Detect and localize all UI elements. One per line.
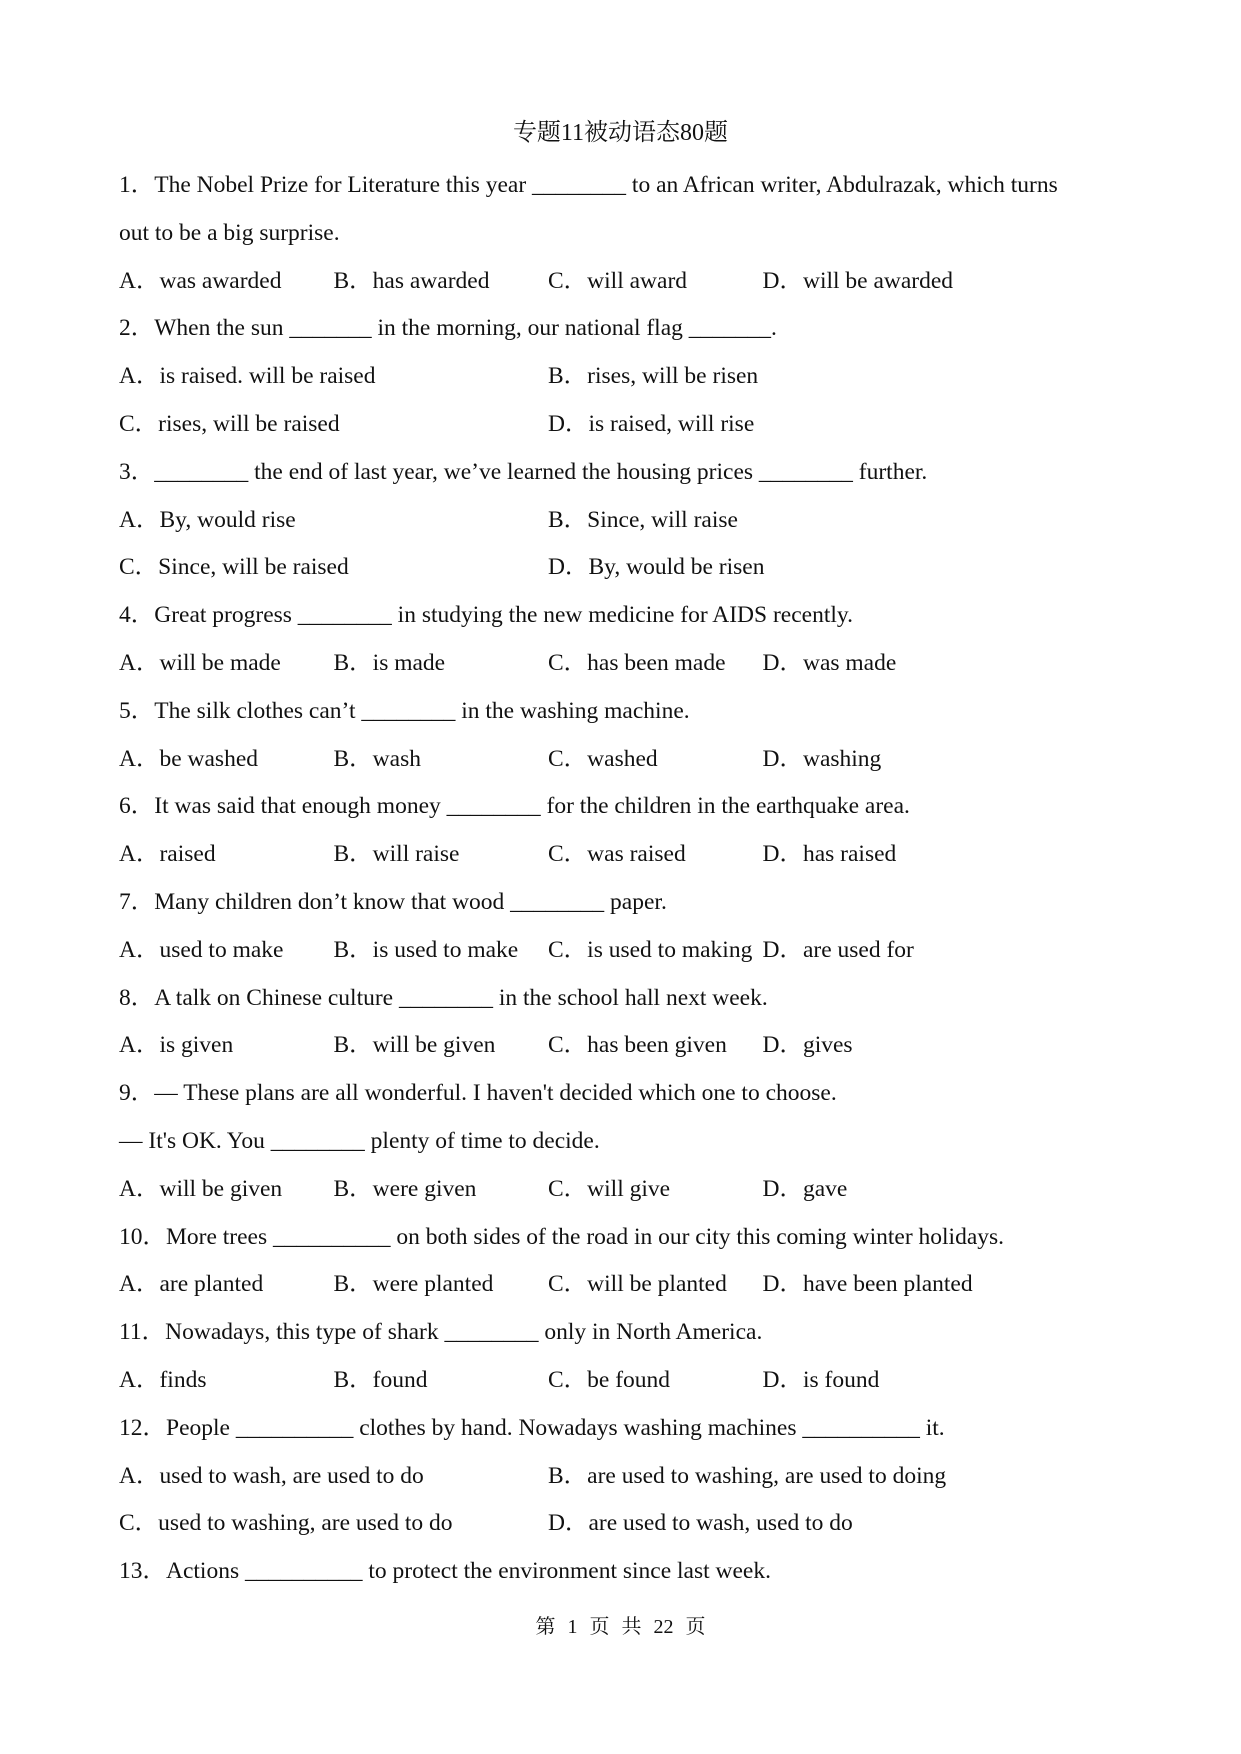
answer-options-row — [119, 835, 1139, 883]
question-item — [119, 979, 1139, 1075]
answer-option: C．was raised — [548, 841, 686, 868]
answer-option: D．washing — [762, 745, 882, 772]
answer-option: C．has been made — [548, 649, 726, 676]
answer-option: C．will give — [548, 1175, 671, 1202]
question-text: 9．— These plans are all wonderful. I haven't decided which one to choose. — [119, 1080, 837, 1107]
answer-option: B．is made — [333, 649, 446, 676]
answer-option: A．used to wash, are used to do — [119, 1462, 424, 1489]
answer-options-row — [119, 1265, 1139, 1313]
question-text: 4．Great progress ________ in studying the new medicine for AIDS recently. — [119, 602, 853, 629]
answer-option: C．washed — [548, 745, 658, 772]
footer-total-word: 共 — [621, 1616, 642, 1638]
question-item — [119, 1074, 1139, 1217]
answer-option: A．was awarded — [119, 267, 282, 294]
question-text: 13．Actions __________ to protect the environment since last week. — [119, 1558, 771, 1585]
question-item — [119, 692, 1139, 788]
page-footer — [0, 1614, 1241, 1640]
answer-option: D．gave — [762, 1175, 848, 1202]
answer-option: C．be found — [548, 1366, 671, 1393]
answer-option: A．is raised. will be raised — [119, 363, 376, 390]
question-item — [119, 166, 1139, 309]
question-text: 12．People __________ clothes by hand. Nowadays washing machines __________ it. — [119, 1414, 945, 1441]
answer-option: B．found — [333, 1366, 428, 1393]
question-item — [119, 1313, 1139, 1409]
answer-option: C．rises, will be raised — [119, 410, 340, 437]
answer-option: A．will be made — [119, 649, 281, 676]
question-text: — It's OK. You ________ plenty of time to decide. — [119, 1127, 600, 1154]
question-item — [119, 596, 1139, 692]
question-text: 6．It was said that enough money ________ for the children in the earthquake area. — [119, 793, 910, 820]
answer-option: D．By, would be risen — [548, 554, 765, 581]
question-text: 2．When the sun _______ in the morning, our national flag _______. — [119, 315, 777, 342]
answer-option: A．used to make — [119, 936, 284, 963]
question-item — [119, 309, 1139, 452]
answer-options-row — [119, 1170, 1139, 1218]
answer-option: B．were planted — [333, 1271, 494, 1298]
answer-option: B．were given — [333, 1175, 477, 1202]
answer-option: D．has raised — [762, 841, 897, 868]
answer-option: D．is found — [762, 1366, 880, 1393]
answer-options-row — [119, 357, 1139, 405]
answer-options-row — [119, 405, 1139, 453]
answer-options-row — [119, 1457, 1139, 1505]
answer-option: D．are used to wash, used to do — [548, 1510, 853, 1537]
answer-options-row — [119, 501, 1139, 549]
question-list — [119, 166, 1139, 1600]
answer-option: C．Since, will be raised — [119, 554, 349, 581]
question-text: 10．More trees __________ on both sides of the road in our city this coming winter holidays. — [119, 1223, 1005, 1250]
answer-option: A．raised — [119, 841, 216, 868]
answer-option: D．gives — [762, 1032, 853, 1059]
answer-option: D．have been planted — [762, 1271, 973, 1298]
answer-option: B．will be given — [333, 1032, 496, 1059]
question-text: out to be a big surprise. — [119, 219, 340, 246]
answer-option: A．is given — [119, 1032, 234, 1059]
answer-option: D．was made — [762, 649, 897, 676]
answer-options-row — [119, 548, 1139, 596]
footer-total-pages: 22 — [653, 1616, 674, 1638]
answer-option: C．will award — [548, 267, 688, 294]
answer-option: A．By, would rise — [119, 506, 296, 533]
question-item — [119, 1409, 1139, 1552]
question-text: 1．The Nobel Prize for Literature this year ________ to an African writer, Abdulrazak, which turns — [119, 172, 1058, 198]
question-text: 5．The silk clothes can’t ________ in the washing machine. — [119, 697, 690, 724]
question-item — [119, 787, 1139, 883]
document-title: 专题11被动语态80题 — [512, 120, 729, 146]
footer-page-number: 1 — [567, 1616, 578, 1638]
answer-option: B．is used to make — [333, 936, 519, 963]
question-text: 3．________ the end of last year, we’ve learned the housing prices ________ further. — [119, 458, 928, 485]
question-text: 8．A talk on Chinese culture ________ in the school hall next week. — [119, 984, 768, 1011]
answer-option: C．has been given — [548, 1032, 727, 1059]
answer-options-row — [119, 644, 1139, 692]
answer-option: B．has awarded — [333, 267, 490, 294]
answer-options-row — [119, 1361, 1139, 1409]
answer-option: A．are planted — [119, 1271, 264, 1298]
answer-option: B．are used to washing, are used to doing — [548, 1462, 947, 1489]
question-item — [119, 1552, 1139, 1600]
answer-option: C．is used to making — [548, 936, 753, 963]
answer-option: B．will raise — [333, 841, 460, 868]
footer-suffix: 页 — [685, 1616, 706, 1638]
question-item — [119, 883, 1139, 979]
footer-prefix: 第 — [535, 1616, 556, 1638]
question-text: 7．Many children don’t know that wood ________ paper. — [119, 888, 667, 915]
question-item — [119, 1218, 1139, 1314]
answer-option: B．rises, will be risen — [548, 363, 759, 390]
answer-option: A．finds — [119, 1366, 207, 1393]
answer-options-row — [119, 1026, 1139, 1074]
answer-options-row — [119, 1504, 1139, 1552]
answer-option: B．Since, will raise — [548, 506, 738, 533]
answer-options-row — [119, 262, 1139, 310]
question-item — [119, 453, 1139, 596]
answer-option: D．is raised, will rise — [548, 410, 755, 437]
answer-option: D．are used for — [762, 936, 914, 963]
footer-page-word: 页 — [589, 1616, 610, 1638]
answer-option: D．will be awarded — [762, 267, 954, 294]
answer-options-row — [119, 931, 1139, 979]
answer-option: C．used to washing, are used to do — [119, 1510, 453, 1537]
answer-option: A．will be given — [119, 1175, 283, 1202]
answer-option: B．wash — [333, 745, 421, 772]
answer-option: A．be washed — [119, 745, 259, 772]
question-text: 11．Nowadays, this type of shark ________ only in North America. — [119, 1319, 763, 1346]
answer-options-row — [119, 740, 1139, 788]
answer-option: C．will be planted — [548, 1271, 727, 1298]
